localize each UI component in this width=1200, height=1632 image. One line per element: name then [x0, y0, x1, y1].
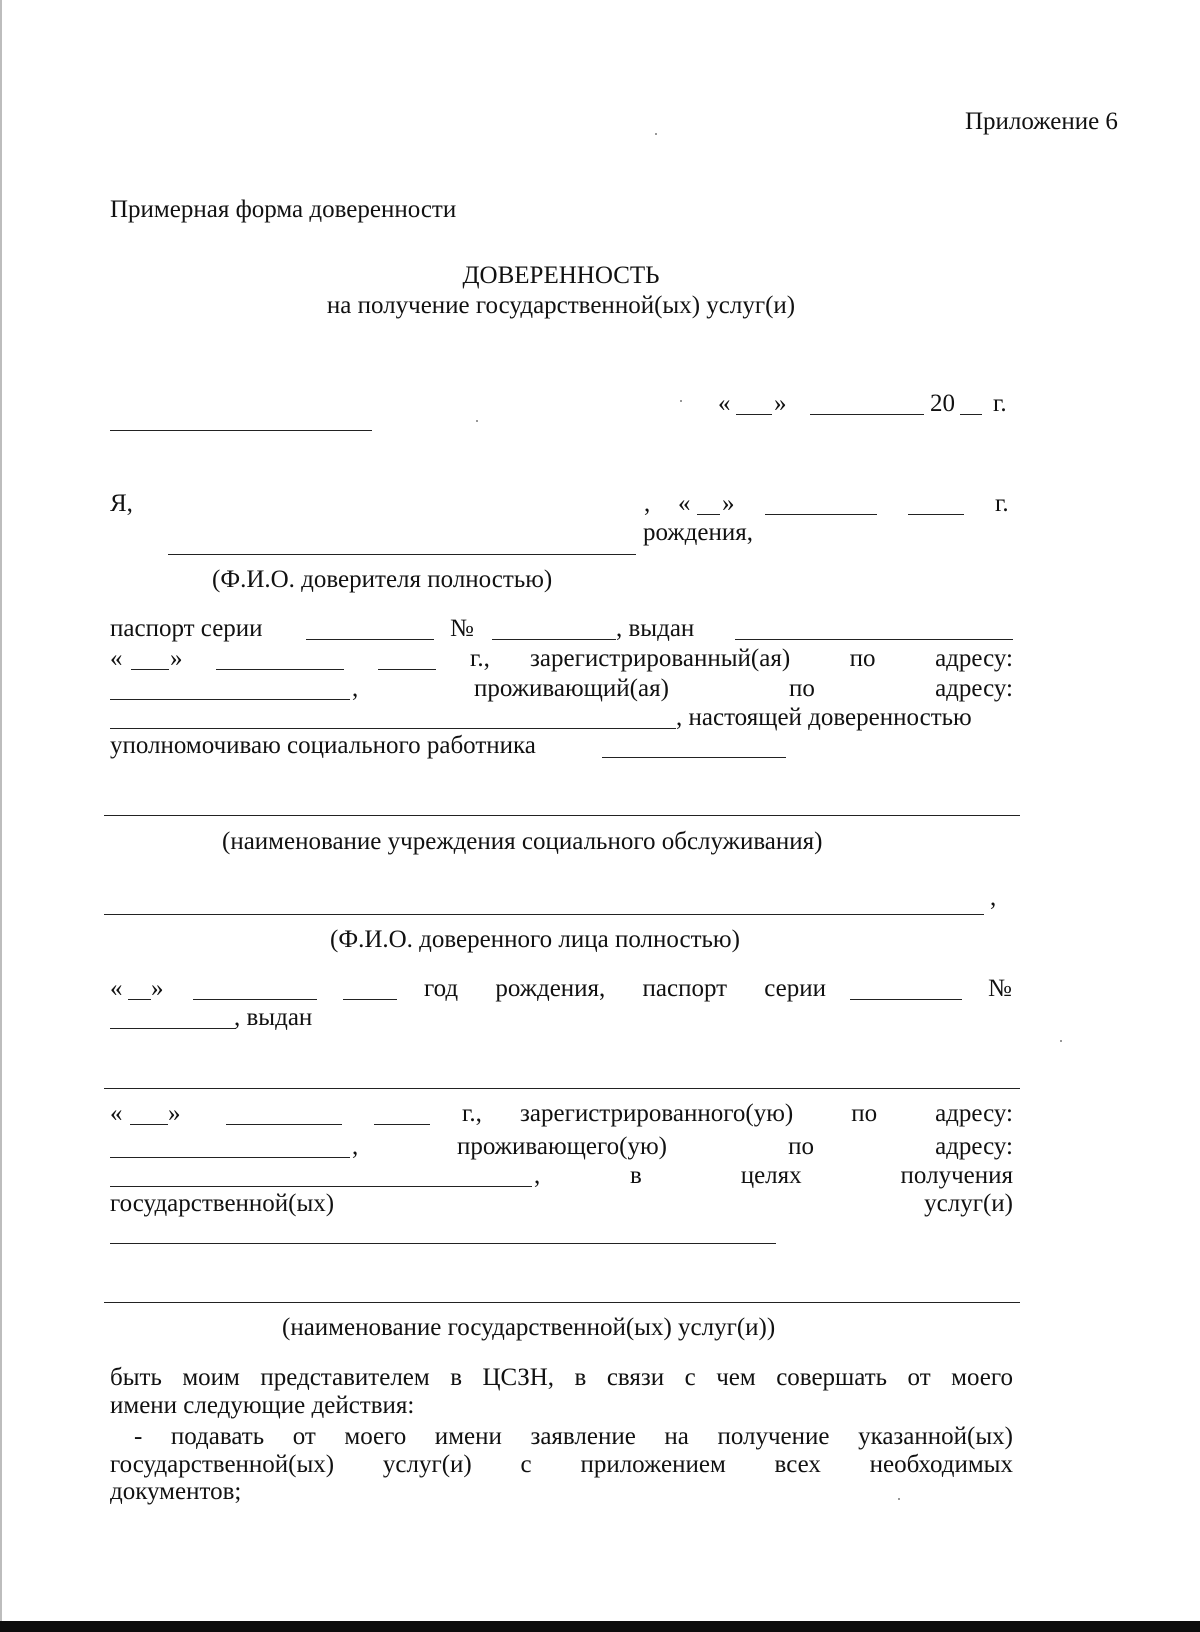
body-line-2: имени следующие действия: [110, 1392, 415, 1419]
document-title: ДОВЕРЕННОСТЬ [462, 262, 660, 289]
living-address-blank [110, 728, 676, 729]
trustee-birth-year-blank [343, 999, 397, 1000]
birth-month-blank [765, 514, 877, 515]
trustee-issue-day-blank [130, 1124, 168, 1125]
registered-line: зарегистрированный(ая) по адресу: [530, 645, 1013, 672]
trustee-living-line: проживающего(ую) по адресу: [457, 1133, 1013, 1160]
service-blank-2 [104, 1302, 1020, 1303]
scan-speck [898, 1498, 900, 1500]
state-services-line: государственной(ых) услуг(и) [110, 1190, 1013, 1217]
scan-speck [476, 420, 478, 422]
appendix-label: Приложение 6 [965, 108, 1118, 135]
trustee-living-address-blank [110, 1186, 532, 1187]
body-line-5: документов; [110, 1478, 242, 1505]
year-blank [960, 414, 982, 415]
passport-series-blank [306, 639, 434, 640]
trustee-series-blank [850, 999, 962, 1000]
registered-address-blank [110, 699, 350, 700]
trustee-birth-month-blank [193, 999, 317, 1000]
trustee-fio-blank [104, 914, 984, 915]
place-blank [110, 430, 372, 431]
institution-blank [104, 815, 1020, 816]
scan-speck [1060, 1040, 1062, 1042]
issue-year-blank [378, 669, 436, 670]
trustee-registered-address-blank [110, 1157, 350, 1158]
birth-day-blank [697, 514, 720, 515]
month-blank [810, 414, 924, 415]
trustee-birth-day-blank [128, 999, 151, 1000]
social-worker-blank [602, 757, 786, 758]
purpose-line: в целях получения [630, 1162, 1013, 1189]
service-blank-1 [110, 1243, 776, 1244]
issue-day-blank [131, 669, 169, 670]
passport-number-blank [492, 639, 616, 640]
trustee-issue-month-blank [226, 1124, 342, 1125]
trustee-registered-line: зарегистрированного(ую) по адресу: [520, 1100, 1013, 1127]
living-line: проживающий(ая) по адресу: [474, 675, 1013, 702]
trustee-fio-caption: (Ф.И.О. доверенного лица полностью) [330, 926, 740, 953]
day-blank [736, 414, 772, 415]
scan-bottom-edge [0, 1621, 1200, 1632]
scan-speck [680, 400, 682, 402]
scan-speck [655, 133, 657, 135]
birth-year-blank [908, 514, 964, 515]
document-page: Приложение 6 Примерная форма доверенности ДОВЕРЕННОСТЬ на получение государственной(ых) услуг(и) « » 20 г. Я, , « » г. рождения, (Ф.И.О. доверителя полностью) паспорт серии № , выдан « » г., зарегистрированный(ая) по адресу: , проживающий(ая) по адресу: , настоящей доверенностью уполномочиваю социального работника (наименование учреждения социального обслуживания) , (Ф.И.О. доверенного лица полностью) « » год рождения, паспорт серии № , выдан « » г., зарегистрированного(ую) по адресу: , проживающего(ую) по адресу: , в целях получения государственной(ых) услуг(и) (наименование государственной(ых) услуг(и)) быть моим представителем в ЦСЗН, в связи с чем совершать от моего имени следующие действия: - подавать от моего имени заявление на получение указанной(ых) государственной(ых) услуг(и) с приложением всех необходимых документов; [0, 0, 1200, 1632]
form-caption: Примерная форма доверенности [110, 196, 457, 223]
institution-caption: (наименование учреждения социального обслуживания) [222, 828, 823, 855]
principal-fio-caption: (Ф.И.О. доверителя полностью) [212, 566, 553, 593]
passport-issued-blank [735, 639, 1013, 640]
ya-label: Я, [110, 490, 133, 517]
principal-fio-blank [168, 554, 636, 555]
trustee-passport-number-blank [110, 1028, 236, 1029]
document-subtitle: на получение государственной(ых) услуг(и) [326, 292, 796, 319]
body-line-3: - подавать от моего имени заявление на получение указанной(ых) [134, 1423, 1013, 1450]
trustee-issued-blank [104, 1088, 1020, 1089]
body-line-1: быть моим представителем в ЦСЗН, в связи с чем совершать от моего [110, 1364, 1013, 1391]
scan-left-edge [0, 0, 2, 1632]
body-line-4: государственной(ых) услуг(и) с приложением всех необходимых [110, 1451, 1013, 1478]
issue-month-blank [216, 669, 344, 670]
trustee-birth-passport-line: год рождения, паспорт серии [424, 975, 826, 1002]
service-caption: (наименование государственной(ых) услуг(и)) [282, 1314, 776, 1341]
trustee-issue-year-blank [374, 1124, 430, 1125]
